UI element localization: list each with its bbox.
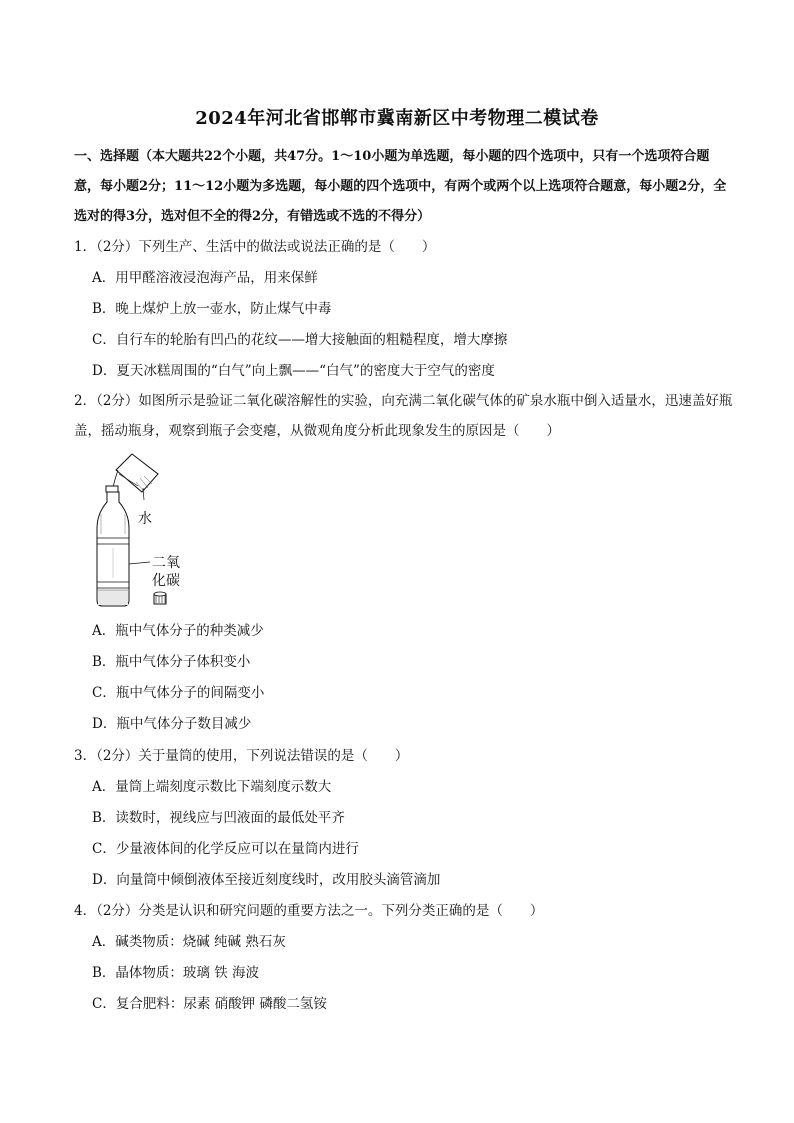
question-2-option-b: B．瓶中气体分子体积变小 (92, 654, 251, 670)
page-title: 2024年河北省邯郸市冀南新区中考物理二模试卷 (195, 108, 599, 129)
question-4-stem: 4．（2分）分类是认识和研究问题的重要方法之一。下列分类正确的是（ ） (74, 903, 544, 919)
question-4-option-c: C．复合肥料：尿素 硝酸钾 磷酸二氢铵 (92, 996, 327, 1012)
bottle-diagram (88, 452, 198, 612)
question-2-option-d: D．瓶中气体分子数目减少 (92, 716, 252, 732)
question-3-option-a: A．量筒上端刻度示数比下端刻度示数大 (92, 779, 332, 795)
question-4-option-a: A．碱类物质：烧碱 纯碱 熟石灰 (92, 934, 286, 950)
water-stream (113, 470, 118, 488)
beaker-icon (116, 454, 158, 492)
question-3-option-d: D．向量筒中倾倒液体至接近刻度线时，改用胶头滴管滴加 (92, 872, 441, 888)
question-1-option-c: C．自行车的轮胎有凹凸的花纹——增大接触面的粗糙程度，增大摩擦 (92, 332, 508, 348)
question-2-option-c: C．瓶中气体分子的间隔变小 (92, 685, 265, 701)
question-2-option-a: A．瓶中气体分子的种类减少 (92, 623, 264, 639)
question-4-option-b: B．晶体物质：玻璃 铁 海波 (92, 965, 260, 981)
question-1-option-d: D．夏天冰糕周围的“白气”向上飘——“白气”的密度大于空气的密度 (92, 363, 495, 379)
question-1-stem: 1．（2分）下列生产、生活中的做法或说法正确的是（ ） (74, 239, 436, 255)
bottle-cap-icon (154, 592, 166, 604)
label-water: 水 (138, 511, 152, 527)
question-3-option-b: B．读数时，视线应与凹液面的最低处平齐 (92, 810, 345, 826)
question-3-option-c: C．少量液体间的化学反应可以在量筒内进行 (92, 841, 359, 857)
question-1-option-a: A．用甲醛溶液浸泡海产品，用来保鲜 (92, 270, 318, 286)
bottle-icon (97, 486, 129, 606)
label-co2-line2: 化碳 (152, 573, 180, 589)
question-3-stem: 3．（2分）关于量筒的使用，下列说法错误的是（ ） (74, 748, 409, 764)
question-1-option-b: B．晚上煤炉上放一壶水，防止煤气中毒 (92, 301, 332, 317)
label-co2-line1: 二氧 (152, 555, 180, 571)
co2-bottle-figure (88, 452, 198, 612)
section-instructions: 一、选择题（本大题共22个小题，共47分。1～10小题为单选题，每小题的四个选项中，只有一个选项符合题意，每小题2分；11～12小题为多选题，每小题的四个选项中，有两个或两个以上选项符合题意，每小题2分，全选对的得3分，选对但不全的得2分，有错选或不选的不得分） (74, 149, 727, 224)
question-2-stem: 2．（2分）如图所示是验证二氧化碳溶解性的实验，向充满二氧化碳气体的矿泉水瓶中倒入适量水，迅速盖好瓶盖，摇动瓶身，观察到瓶子会变瘪，从微观角度分析此现象发生的原因是（ ） (74, 393, 733, 439)
